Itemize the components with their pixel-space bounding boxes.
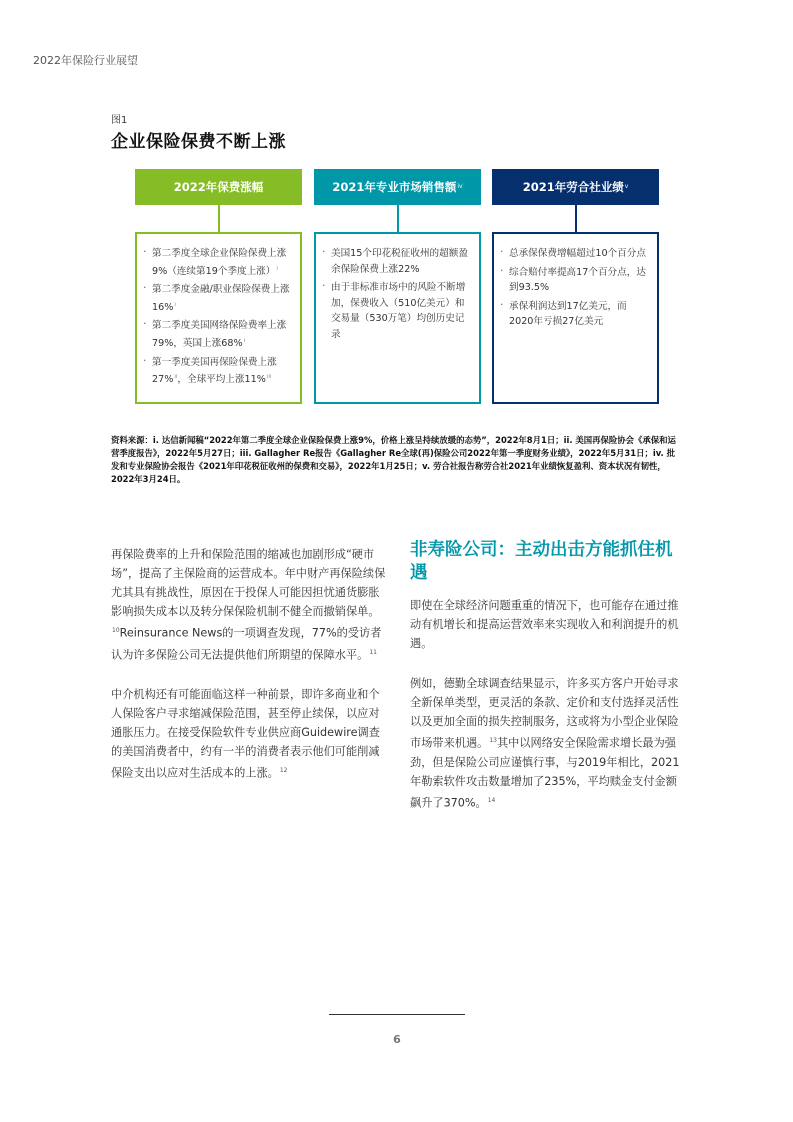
paragraph: 例如，德勤全球调查结果显示，许多买方客户开始寻求全新保单类型，更灵活的条款、定价和支付选择灵活性以及更加全面的损失控制服务，这或将为小型企业保险市场带来机遇。$^{13}$其中以网络安全保险需求增长最为强劲，但是保险公司应谨慎行事，与2019年相比，2021年勒索软件攻击数量增加了235%，平均赎金支付金额飙升了370%。$^{14}$: [410, 677, 680, 810]
column-heading-text: 2022年保费涨幅: [173, 180, 264, 194]
figure-sources: 资料来源：i. 达信新闻稿“2022年第二季度全球企业保险保费上涨9%，价格上涨呈持续放缓的态势”，2022年8月1日；ii. 美国再保险协会《承保和运营季度报告》，2022年5月27日；iii. Gallagher Re报告《Gallagher Re全球(再)保险公司2022年第一季度财务业绩》，2022年5月31日；iv. 批发和专业保险协会报告《2021年印花税征收州的保费和交易》，2022年1月25日；v. 劳合社报告称劳合社2021年业绩恢复盈利、资本状况有韧性，2022年3月24日。: [111, 435, 676, 484]
column-heading: [314, 169, 481, 205]
footnote-ref: 10: [112, 627, 120, 634]
page-number: 6: [393, 1033, 401, 1046]
figure-label: 图1: [111, 115, 128, 126]
list-item: · 美国15个印花税征收州的超额盈余保险保费上涨22%: [322, 246, 473, 277]
list-item: · 承保利润达到17亿美元，而2020年亏损27亿美元: [500, 299, 651, 330]
column-heading: [135, 169, 302, 205]
column-premium-growth: [135, 169, 302, 386]
figure-title: 企业保险保费不断上涨: [111, 132, 286, 152]
running-header: 2022年保险行业展望: [33, 54, 138, 67]
footnote-ref: 13: [489, 737, 497, 744]
paragraph: 再保险费率的上升和保险范围的缩减也加剧形成“硬市场”，提高了主保险商的运营成本。年中财产再保险续保尤其具有挑战性，原因在于投保人可能因担忧通货膨胀影响损失成本以及转分保保险机制不健全而撤销保单。$^{10}$Reinsurance News的一项调查发现，77%的受访者认为许多保险公司无法提供他们所期望的保障水平。$^{11}$: [111, 548, 386, 662]
bullet-list: [143, 246, 294, 388]
section-title: 非寿险公司：主动出击方能抓住机遇: [410, 540, 673, 583]
paragraph: 即使在全球经济问题重重的情况下，也可能存在通过推动有机增长和提高运营效率来实现收入和利润提升的机遇。: [410, 599, 679, 650]
column-lloyds-results: [492, 169, 659, 327]
list-item: · 总承保保费增幅超过10个百分点: [500, 246, 651, 262]
column-box: [314, 232, 481, 404]
footnote-ref: 11: [369, 648, 377, 656]
column-heading: [492, 169, 659, 205]
connector-line: [218, 205, 220, 232]
column-specialty-market: [314, 169, 481, 340]
paragraph: 中介机构还有可能面临这样一种前景，即许多商业和个人保险客户寻求缩减保险范围，甚至停止续保，以应对通胀压力。在接受保险软件专业供应商Guidewire调查的美国消费者中，约有一半的消费者表示他们可能削减保险支出以应对生活成本的上涨。$^{12}$: [111, 688, 380, 781]
body-left-column: [111, 545, 386, 804]
bullet-list: [322, 246, 473, 342]
column-box: [492, 232, 659, 404]
body-right-column: [410, 596, 682, 833]
column-box: [135, 232, 302, 404]
column-heading-text: 2021年劳合社业绩: [522, 180, 624, 194]
connector-line: [397, 205, 399, 232]
list-item: · 第二季度全球企业保险保费上涨9%（连续第19个季度上涨）$^i$: [143, 246, 294, 279]
footnote-ref: 14: [487, 796, 496, 804]
footer-divider: [329, 1014, 465, 1015]
connector-line: [575, 205, 577, 232]
footnote-ref: 12: [279, 767, 288, 775]
bullet-list: [500, 246, 651, 330]
heading-footnote: iv: [457, 182, 463, 190]
list-item: · 综合赔付率提高17个百分点，达到93.5%: [500, 265, 651, 296]
column-heading-text: 2021年专业市场销售额: [332, 180, 457, 194]
heading-footnote: v: [624, 182, 629, 190]
list-item: · 由于非标准市场中的风险不断增加，保费收入（510亿美元）和交易量（530万笔）均创历史记录: [322, 280, 473, 342]
list-item: · 第一季度美国再保险保费上涨27%$^{ii}$，全球平均上涨11%$^{iii}$: [143, 355, 294, 388]
list-item: · 第二季度金融/职业保险保费上涨16%$^i$: [143, 282, 294, 315]
list-item: · 第二季度美国网络保险费率上涨79%，英国上涨68%$^i$: [143, 318, 294, 351]
